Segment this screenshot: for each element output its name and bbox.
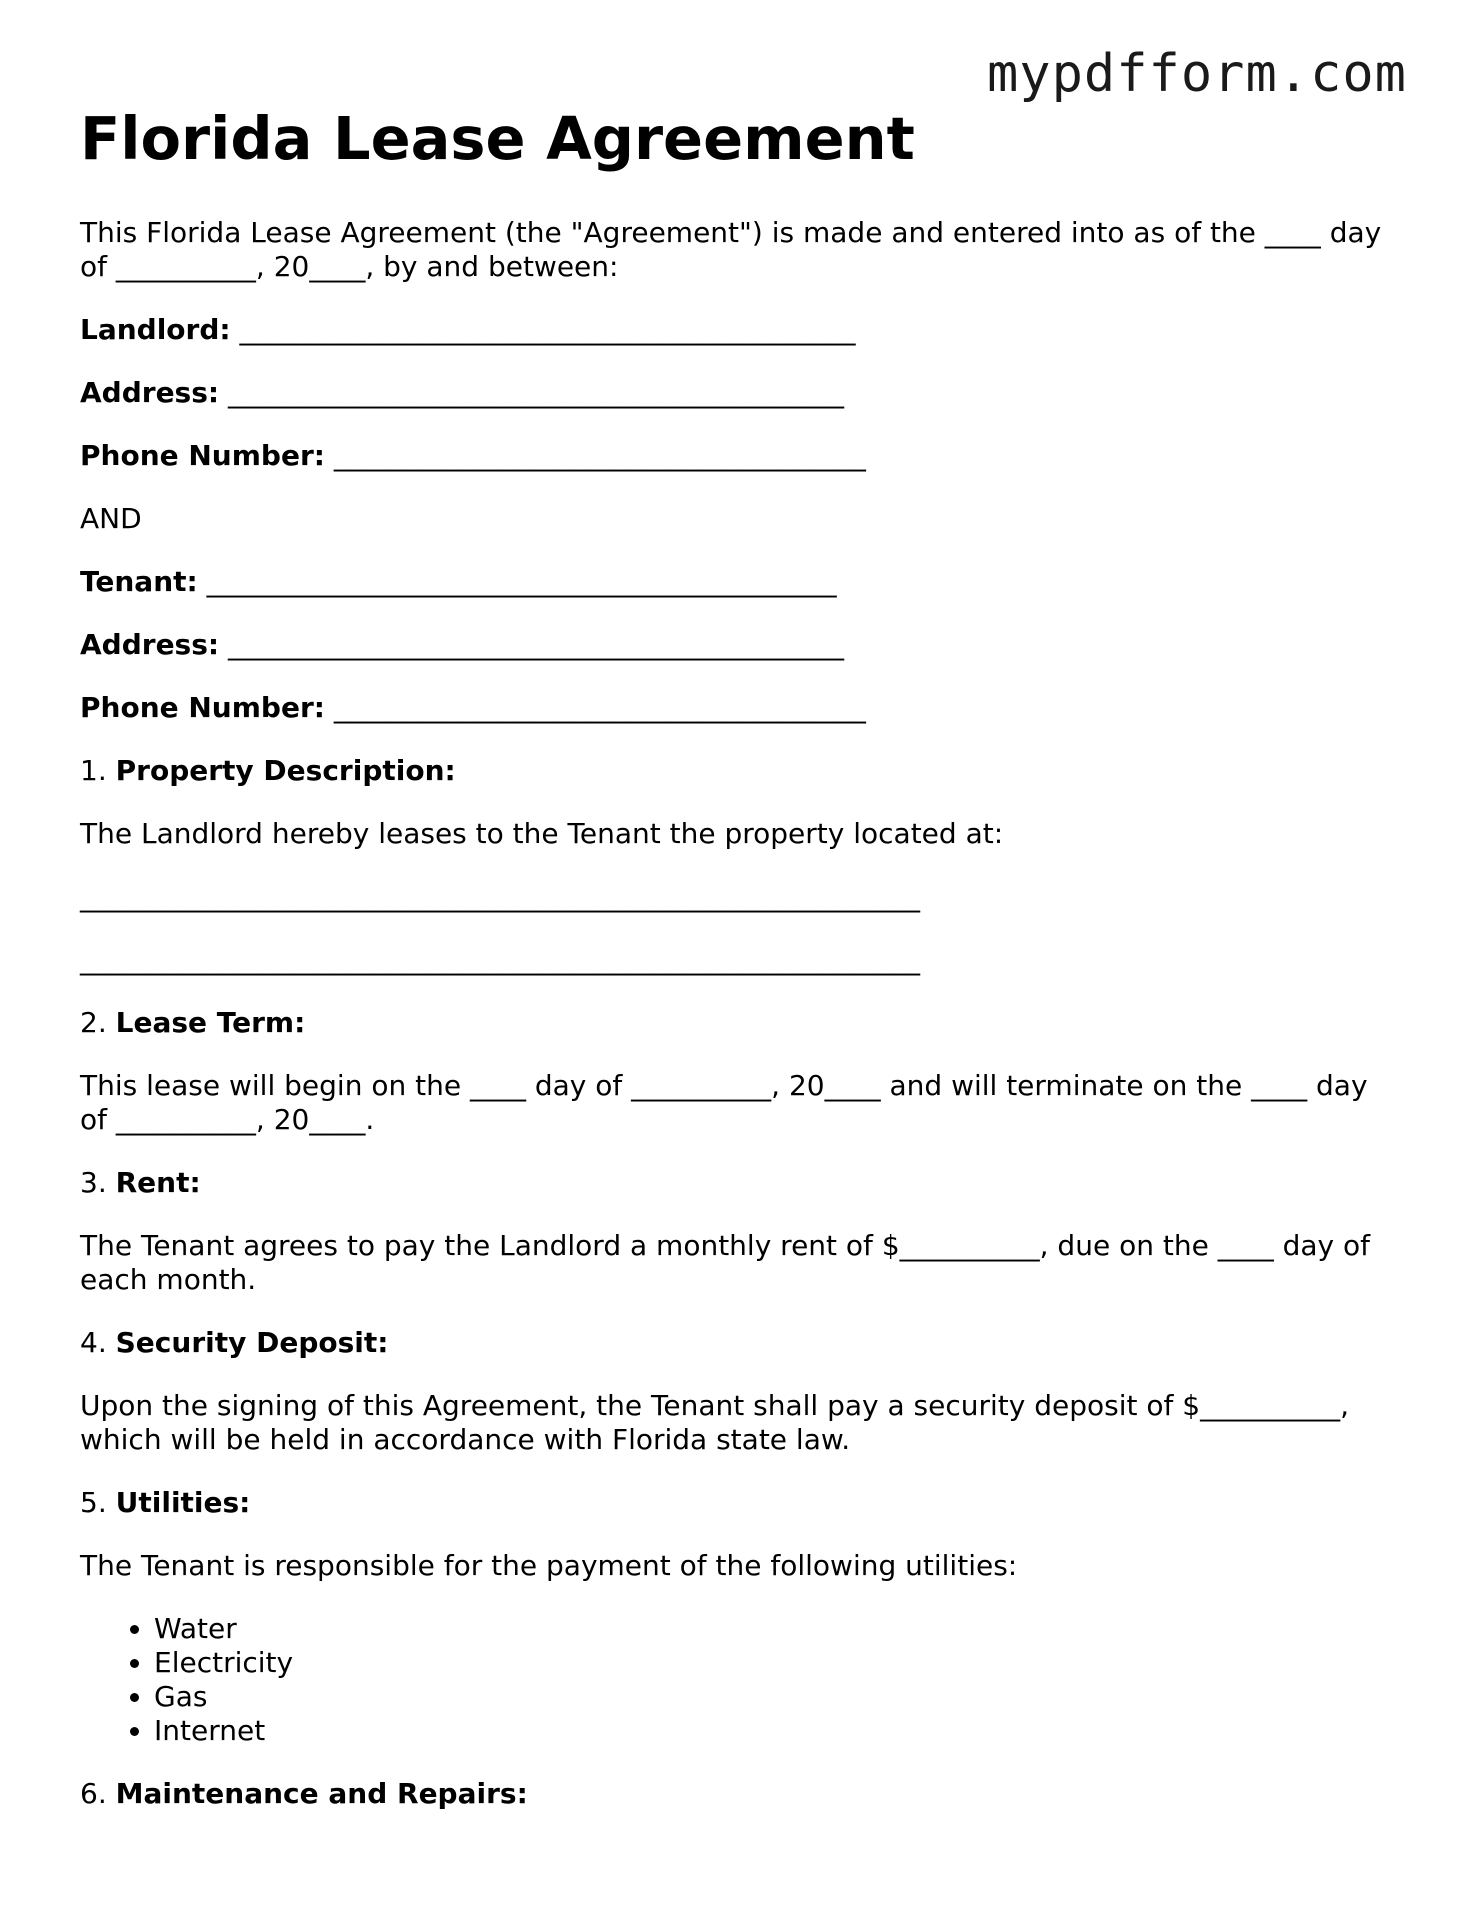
list-item: • Electricity [154,1646,1400,1680]
section-number: 2. [80,1006,116,1039]
and-separator: AND [80,502,142,535]
landlord-address-label: Address: [80,376,220,409]
section-heading-rent [80,1166,1400,1200]
list-item: • Gas [154,1680,1400,1714]
section-title: Security Deposit: [115,1326,389,1359]
tenant-name-field [80,565,1400,599]
section-heading-utilities [80,1486,1400,1520]
section-title: Maintenance and Repairs: [115,1777,528,1810]
landlord-phone-label: Phone Number: [80,439,325,472]
section-number: 5. [80,1486,116,1519]
list-item: • Water [154,1612,1400,1646]
tenant-address-field [80,628,1400,662]
tenant-phone-blank[interactable]: ______________________________________ [324,691,866,724]
document-title: Florida Lease Agreement [80,104,915,173]
tenant-name-blank[interactable]: _____________________________________________ [197,565,837,598]
landlord-address-blank[interactable]: ____________________________________________ [219,376,844,409]
term-text: This lease will begin on the ____ day of __________, 20____ and will terminate on the ____ day of __________, 20____. [80,1069,1368,1136]
site-watermark: mypdfform.com [987,44,1407,104]
rent-text: The Tenant agrees to pay the Landlord a monthly rent of $__________, due on the ____ day of each month. [80,1229,1370,1296]
section-title: Property Description: [115,754,456,787]
landlord-phone-field [80,439,1400,473]
property-text: The Landlord hereby leases to the Tenant the property located at: [80,817,1004,850]
property-address-line-1[interactable]: ____________________________________________________________ [80,880,920,913]
section-heading-property [80,754,1400,788]
landlord-phone-blank[interactable]: ______________________________________ [324,439,866,472]
section-title: Rent: [115,1166,201,1199]
landlord-label: Landlord: [80,313,231,346]
section-number: 6. [80,1777,116,1810]
section-heading-term [80,1006,1400,1040]
landlord-name-blank[interactable]: ____________________________________________ [230,313,856,346]
section-title: Lease Term: [115,1006,306,1039]
section-number: 1. [80,754,116,787]
list-item: • Internet [154,1714,1400,1748]
section-heading-deposit [80,1326,1400,1360]
section-number: 3. [80,1166,116,1199]
utilities-list [80,1612,1400,1748]
tenant-address-label: Address: [80,628,220,661]
lease-document [80,104,1400,1840]
tenant-phone-label: Phone Number: [80,691,325,724]
section-heading-maintenance [80,1777,1400,1811]
landlord-address-field [80,376,1400,410]
tenant-phone-field [80,691,1400,725]
landlord-name-field [80,313,1400,347]
intro-paragraph: This Florida Lease Agreement (the "Agreement") is made and entered into as of the ____ day of __________, 20____, by and between: [80,216,1382,283]
tenant-label: Tenant: [80,565,198,598]
tenant-address-blank[interactable]: ____________________________________________ [219,628,844,661]
section-number: 4. [80,1326,116,1359]
utilities-text: The Tenant is responsible for the payment of the following utilities: [80,1549,1018,1582]
property-address-line-2[interactable]: ____________________________________________________________ [80,943,920,976]
deposit-text: Upon the signing of this Agreement, the Tenant shall pay a security deposit of $__________, which will be held in accordance with Florida state law. [80,1389,1349,1456]
section-title: Utilities: [115,1486,251,1519]
